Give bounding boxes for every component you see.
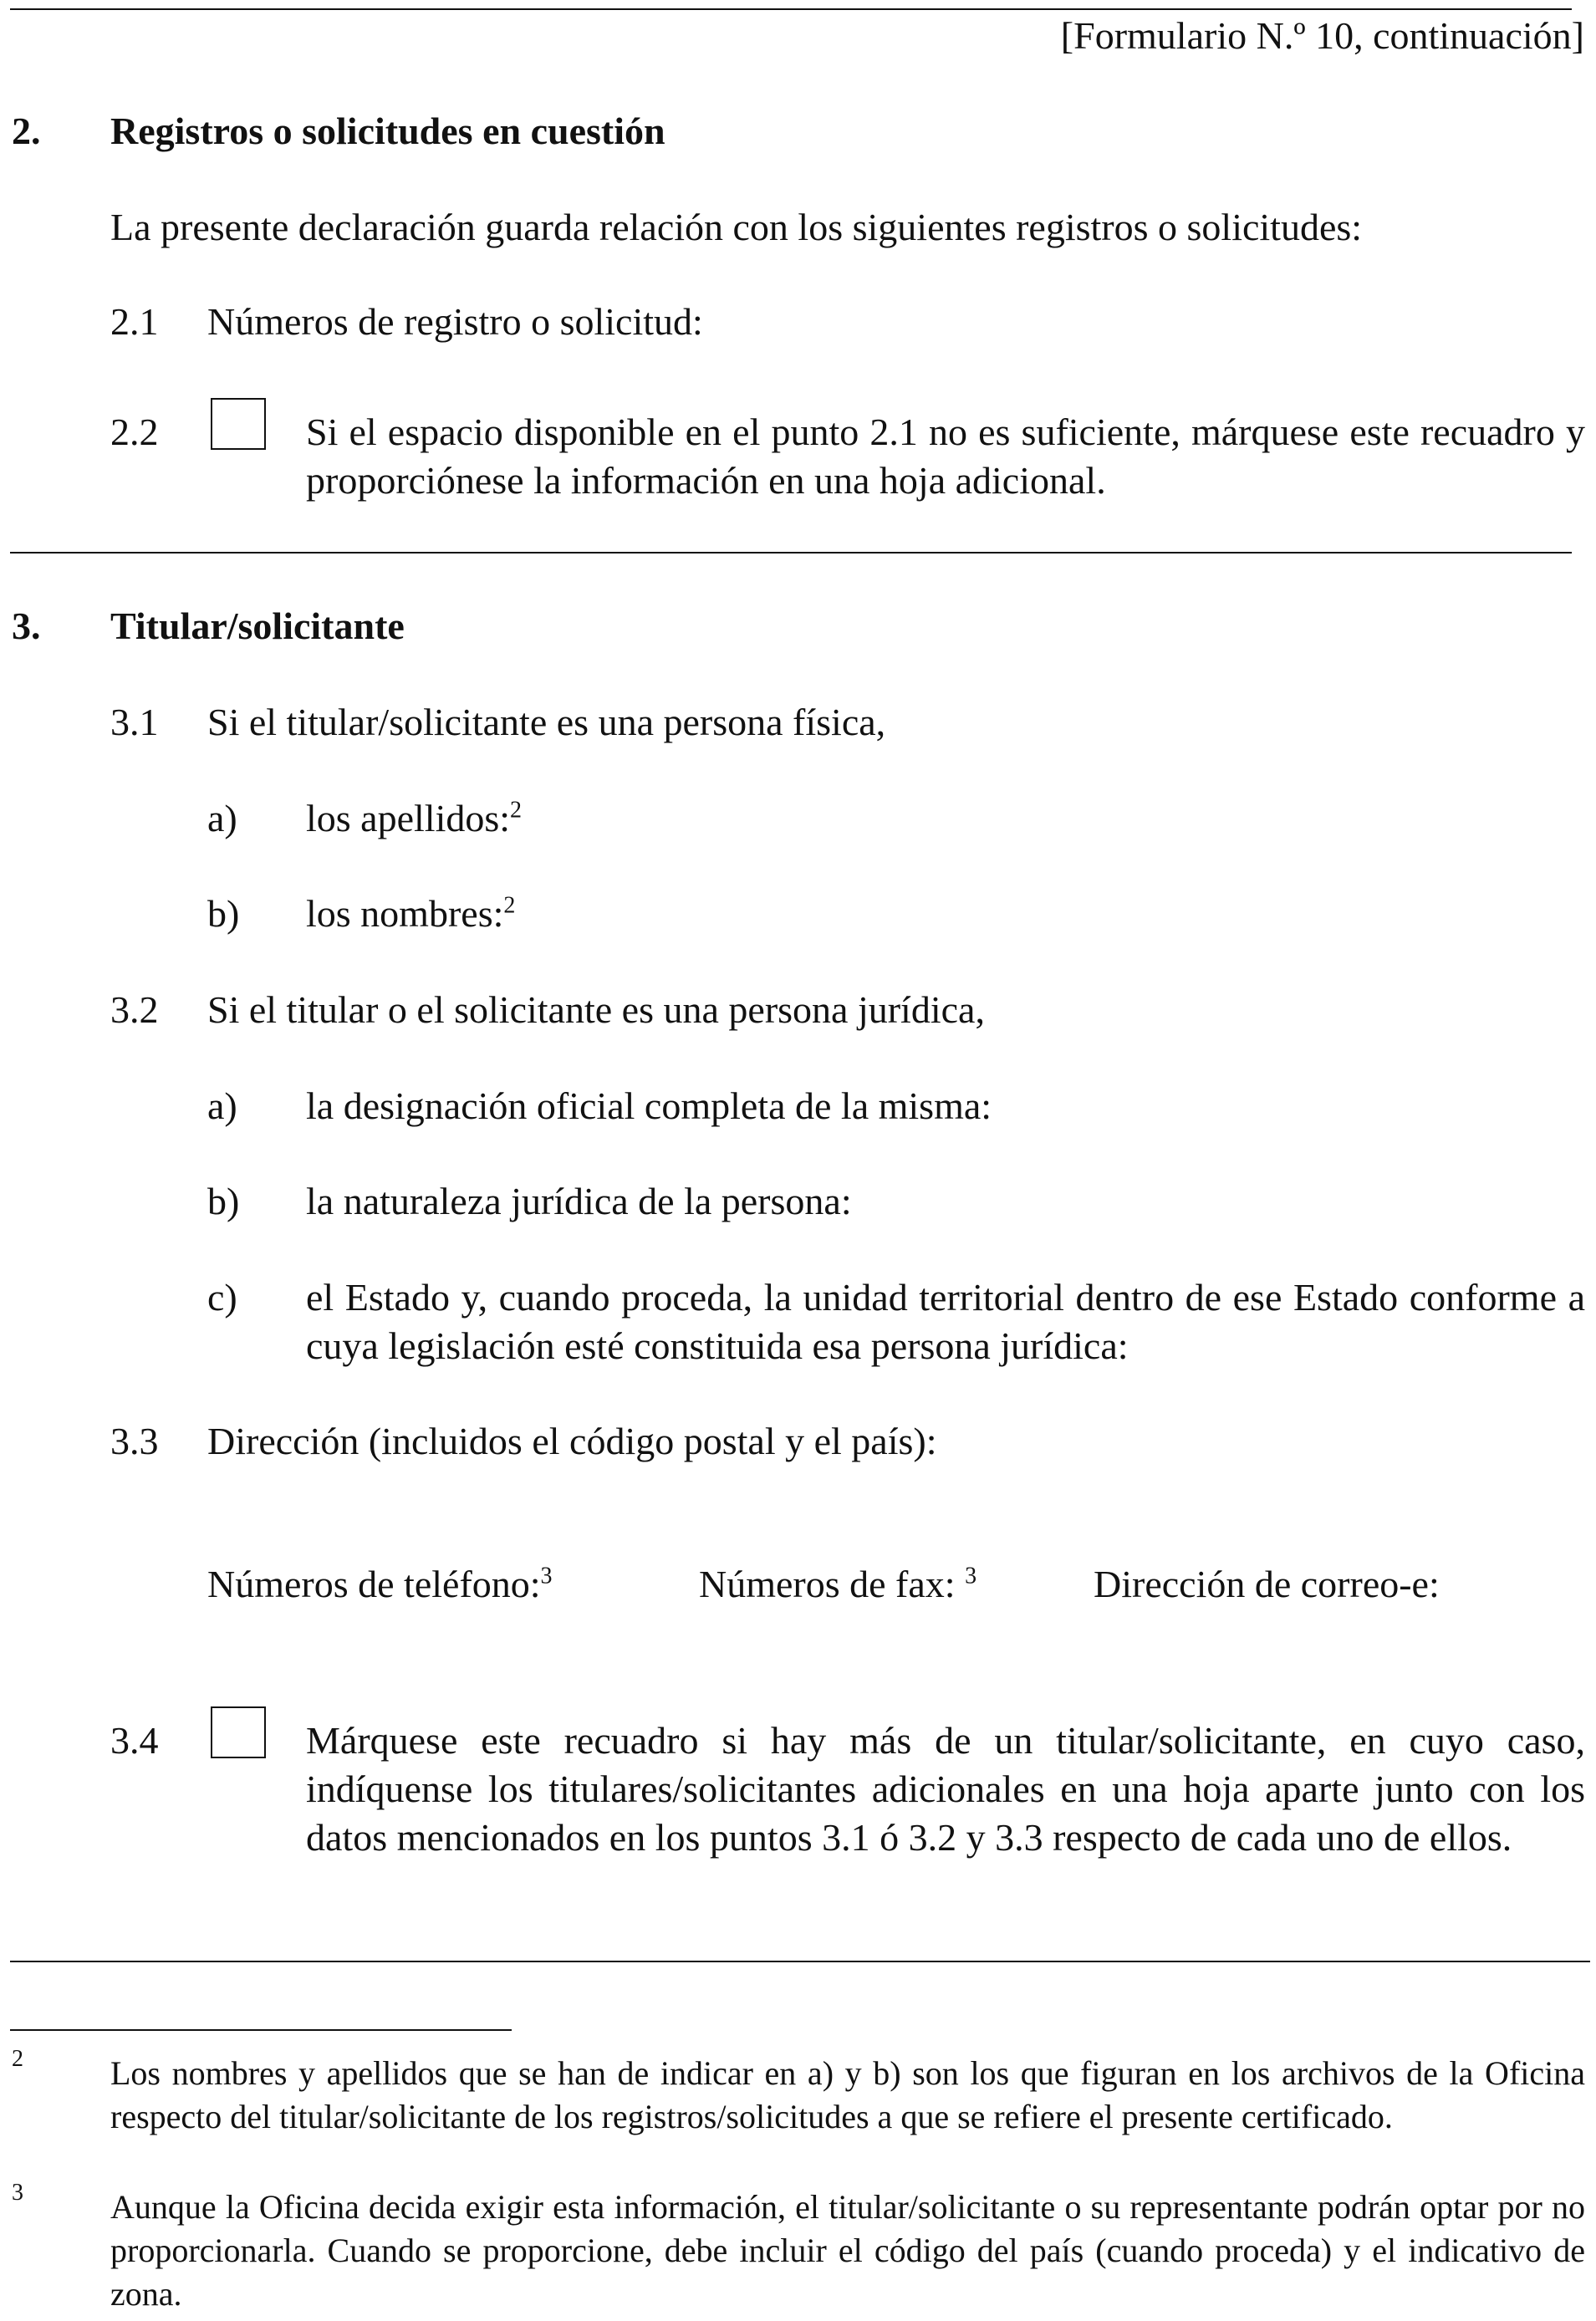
item-3-2-b-text: la naturaleza jurídica de la persona: bbox=[306, 1180, 852, 1222]
form-continuation-header: [Formulario N.º 10, continuación] bbox=[1060, 14, 1584, 57]
footnote-ref-2[interactable]: 2 bbox=[510, 797, 523, 824]
fax-label: Números de fax: bbox=[699, 1563, 956, 1605]
footnote-2-number: 2 bbox=[12, 2046, 23, 2072]
phone-field bbox=[207, 1560, 553, 1609]
item-3-2-text: Si el titular o el solicitante es una persona jurídica, bbox=[207, 988, 985, 1031]
item-3-2-a-letter: a) bbox=[207, 1084, 237, 1127]
item-3-2-c-text: el Estado y, cuando proceda, la unidad territorial dentro de ese Estado conforme a cuya legislación esté constituida esa persona jurídica: bbox=[306, 1276, 1585, 1367]
item-3-2-c-letter: c) bbox=[207, 1276, 237, 1319]
item-3-4-checkbox[interactable] bbox=[211, 1706, 266, 1758]
item-3-2-a-text: la designación oficial completa de la misma: bbox=[306, 1084, 992, 1127]
footnote-3-text: Aunque la Oficina decida exigir esta información, el titular/solicitante o su representante podrán optar por no proporcionarla. Cuando se proporcione, debe incluir el código del país (cuando proceda) y el indicativo de zona. bbox=[110, 2188, 1585, 2313]
item-3-3-text: Dirección (incluidos el código postal y el país): bbox=[207, 1420, 937, 1462]
fax-field bbox=[699, 1560, 976, 1609]
item-3-2-b-letter: b) bbox=[207, 1180, 240, 1222]
footnote-separator bbox=[10, 2029, 512, 2031]
section-2-intro: La presente declaración guarda relación con los siguientes registros o solicitudes: bbox=[110, 206, 1363, 248]
section-2-number: 2. bbox=[12, 110, 41, 152]
phone-label: Números de teléfono: bbox=[207, 1563, 541, 1605]
item-3-1-b-field bbox=[306, 890, 515, 938]
item-3-1-a-letter: a) bbox=[207, 797, 237, 839]
item-3-1-number: 3.1 bbox=[110, 701, 159, 743]
item-2-1-label: Números de registro o solicitud: bbox=[207, 300, 703, 343]
item-3-4-number: 3.4 bbox=[110, 1719, 159, 1762]
item-2-1-number: 2.1 bbox=[110, 300, 159, 343]
item-3-2-number: 3.2 bbox=[110, 988, 159, 1031]
item-3-3-number: 3.3 bbox=[110, 1420, 159, 1462]
footnote-ref-3[interactable]: 3 bbox=[965, 1563, 977, 1589]
section-2-title: Registros o solicitudes en cuestión bbox=[110, 110, 665, 152]
footnote-2-text: Los nombres y apellidos que se han de indicar en a) y b) son los que figuran en los archivos de la Oficina respecto del titular/solicitante de los registros/solicitudes a que se refiere el presente certificado. bbox=[110, 2054, 1585, 2135]
bottom-rule bbox=[10, 1961, 1590, 1962]
footnote-ref-3[interactable]: 3 bbox=[540, 1563, 553, 1589]
item-3-4-text: Márquese este recuadro si hay más de un titular/solicitante, en cuyo caso, indíquense los titulares/solicitantes adicionales en una hoja aparte junto con los datos mencionados en los puntos 3.1 ó 3.2 y 3.3 respecto de cada uno de ellos. bbox=[306, 1719, 1585, 1859]
section-divider-rule bbox=[10, 552, 1572, 553]
section-3-title: Titular/solicitante bbox=[110, 604, 405, 647]
item-2-2-checkbox[interactable] bbox=[211, 398, 266, 450]
item-2-2-text: Si el espacio disponible en el punto 2.1 no es suficiente, márquese este recuadro y proporciónese la información en una hoja adicional. bbox=[306, 411, 1585, 502]
item-2-2-number: 2.2 bbox=[110, 411, 159, 453]
top-rule bbox=[10, 8, 1572, 10]
footnote-3-number: 3 bbox=[12, 2180, 23, 2206]
item-3-1-b-text: los nombres: bbox=[306, 892, 504, 935]
footnote-ref-2[interactable]: 2 bbox=[503, 892, 516, 919]
item-3-1-a-text: los apellidos: bbox=[306, 797, 511, 839]
email-label: Dirección de correo-e: bbox=[1094, 1563, 1440, 1605]
item-3-1-text: Si el titular/solicitante es una persona física, bbox=[207, 701, 886, 743]
item-3-1-b-letter: b) bbox=[207, 892, 240, 935]
section-3-number: 3. bbox=[12, 604, 41, 647]
item-3-1-a-field bbox=[306, 794, 522, 843]
